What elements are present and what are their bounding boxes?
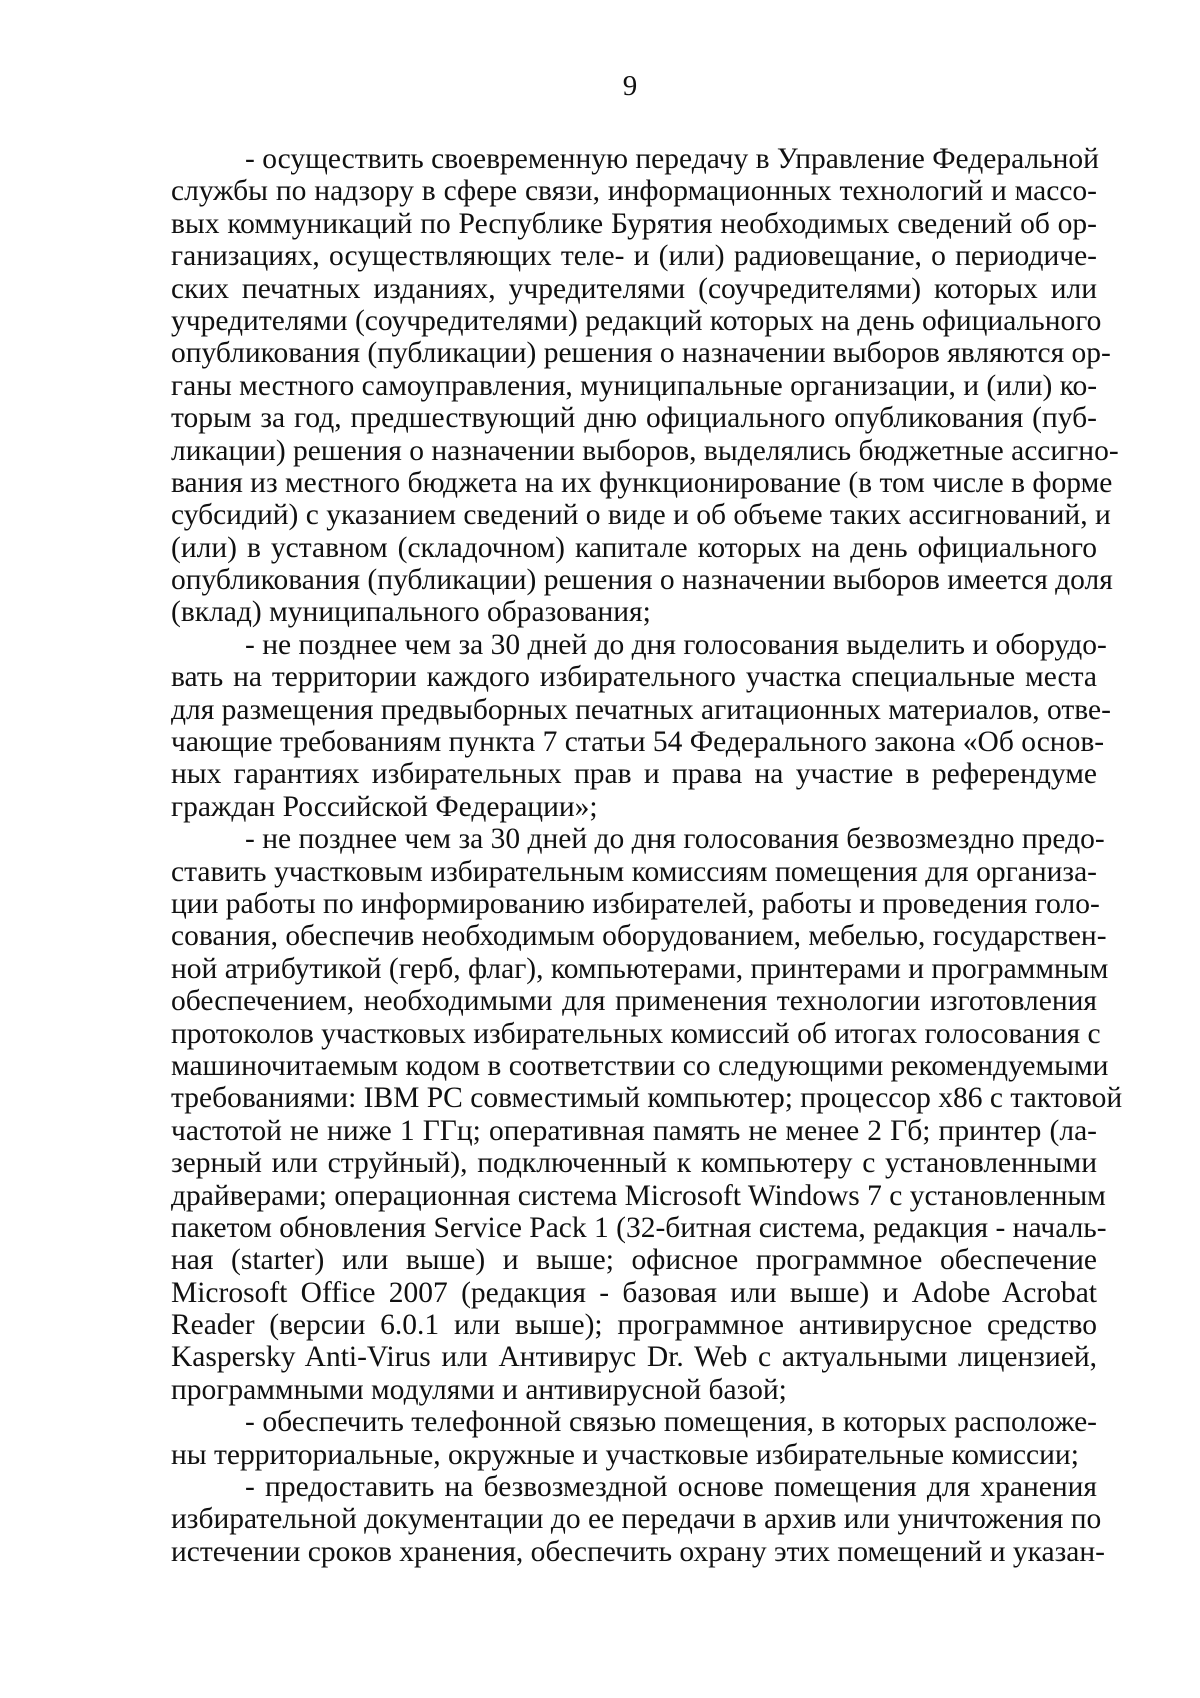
text-line: субсидий) с указанием сведений о виде и об объеме таких ассигнований, и xyxy=(171,499,1111,532)
text-line: - не позднее чем за 30 дней до дня голосования безвозмездно предо- xyxy=(245,823,1105,856)
paragraph xyxy=(171,143,1119,629)
text-line: Microsoft Office 2007 (редакция - базовая или выше) и Adobe Acrobat xyxy=(171,1276,1097,1309)
text-line: - осуществить своевременную передачу в Управление Федеральной xyxy=(245,143,1099,175)
document-body xyxy=(171,143,1123,1568)
text-line: требованиями: IBM PC совместимый компьютер; процессор х86 с тактовой xyxy=(171,1082,1123,1115)
text-line: службы по надзору в сфере связи, информационных технологий и массо- xyxy=(171,175,1097,208)
text-line: сования, обеспечив необходимым оборудованием, мебелью, государствен- xyxy=(171,920,1107,953)
text-line: машиночитаемым кодом в соответствии со следующими рекомендуемыми xyxy=(171,1049,1109,1082)
text-line: ставить участковым избирательным комиссиям помещения для организа- xyxy=(171,855,1097,888)
text-line: - обеспечить телефонной связью помещения, в которых расположе- xyxy=(245,1406,1097,1439)
text-line: чающие требованиям пункта 7 статьи 54 Федерального закона «Об основ- xyxy=(171,726,1105,759)
paragraph xyxy=(171,628,1111,823)
text-line: ганы местного самоуправления, муниципальные организации, и (или) ко- xyxy=(171,369,1098,402)
paragraph xyxy=(171,823,1123,1406)
text-line: ных гарантиях избирательных прав и права на участие в референдуме xyxy=(171,758,1097,791)
text-line: - не позднее чем за 30 дней до дня голосования выделить и оборудо- xyxy=(245,628,1107,661)
text-line: (или) в уставном (складочном) капитале которых на день официального xyxy=(171,531,1097,564)
text-line: частотой не ниже 1 ГГц; оперативная память не менее 2 Гб; принтер (ла- xyxy=(171,1114,1097,1147)
text-line: протоколов участковых избирательных комиссий об итогах голосования с xyxy=(171,1017,1101,1050)
text-line: учредителями (соучредителями) редакций которых на день официального xyxy=(171,304,1102,337)
text-line: избирательной документации до ее передачи в архив или уничтожения по xyxy=(171,1503,1102,1536)
text-line: - предоставить на безвозмездной основе помещения для хранения xyxy=(245,1471,1097,1504)
text-line: ции работы по информированию избирателей, работы и проведения голо- xyxy=(171,887,1100,920)
text-line: Reader (версии 6.0.1 или выше); программное антивирусное средство xyxy=(171,1309,1097,1342)
text-line: опубликования (публикации) решения о назначении выборов являются ор- xyxy=(171,337,1111,370)
text-line: ной атрибутикой (герб, флаг), компьютерами, принтерами и программным xyxy=(171,952,1109,985)
paragraph xyxy=(171,1471,1105,1568)
text-line: вания из местного бюджета на их функционирование (в том числе в форме xyxy=(171,466,1113,499)
text-line: ная (starter) или выше) и выше; офисное программное обеспечение xyxy=(171,1244,1097,1277)
text-line: ских печатных изданиях, учредителями (соучредителями) которых или xyxy=(171,272,1097,305)
paragraph xyxy=(171,1406,1097,1471)
text-line: пакетом обновления Service Pack 1 (32-битная система, редакция - началь- xyxy=(171,1211,1107,1244)
text-line: ганизациях, осуществляющих теле- и (или) радиовещание, о периодиче- xyxy=(171,240,1097,273)
text-line: торым за год, предшествующий дню официального опубликования (пуб- xyxy=(171,402,1097,435)
text-line: вых коммуникаций по Республике Бурятия необходимых сведений об ор- xyxy=(171,207,1097,240)
text-line: граждан Российской Федерации»; xyxy=(171,790,598,823)
text-line: опубликования (публикации) решения о назначении выборов имеется доля xyxy=(171,564,1113,597)
text-line: для размещения предвыборных печатных агитационных материалов, отве- xyxy=(171,693,1111,726)
text-line: драйверами; операционная система Microsoft Windows 7 с установленным xyxy=(171,1179,1106,1212)
text-line: Kaspersky Anti-Virus или Антивирус Dr. Web с актуальными лицензией, xyxy=(171,1341,1097,1374)
text-line: ликации) решения о назначении выборов, выделялись бюджетные ассигно- xyxy=(171,434,1119,467)
text-line: вать на территории каждого избирательного участка специальные места xyxy=(171,661,1097,694)
text-line: зерный или струйный), подключенный к компьютеру с установленными xyxy=(171,1147,1097,1180)
text-line: (вклад) муниципального образования; xyxy=(171,596,651,629)
page-number: 9 xyxy=(622,70,638,102)
text-line: программными модулями и антивирусной базой; xyxy=(171,1373,787,1406)
text-line: истечении сроков хранения, обеспечить охрану этих помещений и указан- xyxy=(171,1535,1105,1568)
text-line: обеспечением, необходимыми для применения технологии изготовления xyxy=(171,985,1097,1018)
text-line: ны территориальные, окружные и участковые избирательные комиссии; xyxy=(171,1438,1079,1471)
